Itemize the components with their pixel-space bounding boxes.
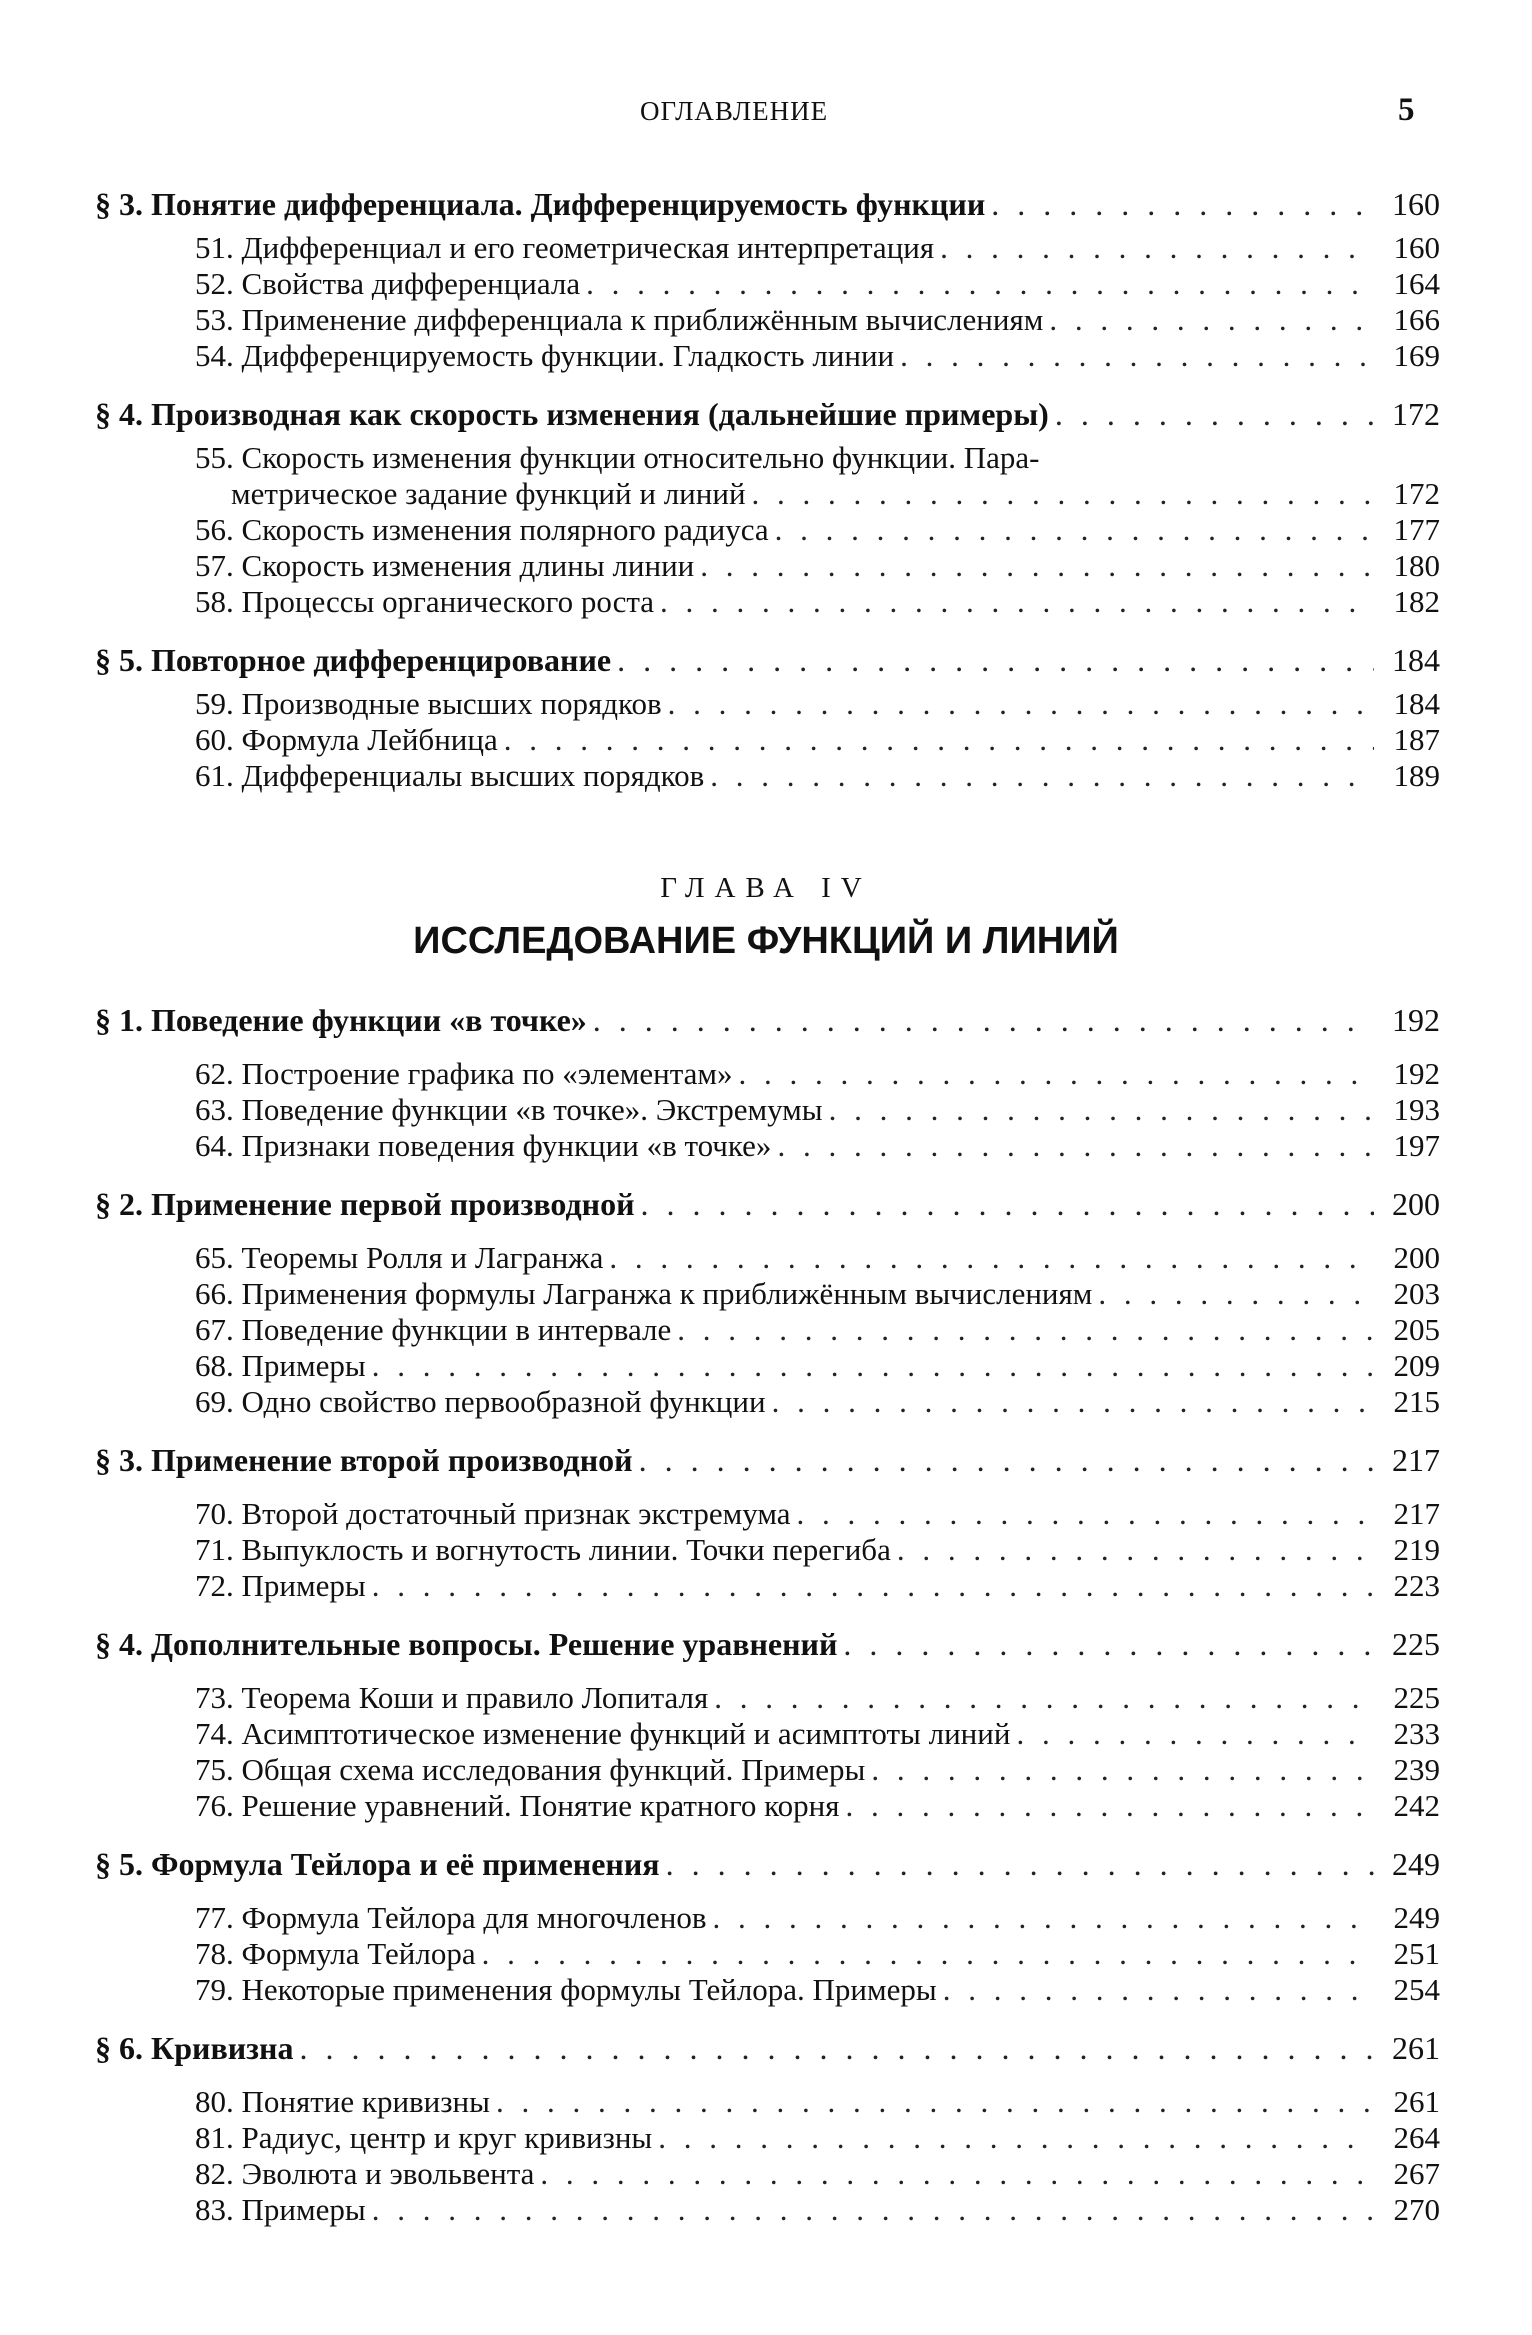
toc-item-text: 61. Дифференциалы высших порядков bbox=[195, 758, 705, 793]
toc-section-heading-text: § 1. Поведение функции «в точке» bbox=[95, 1002, 587, 1038]
toc-item-page: 251 bbox=[1393, 1936, 1440, 1971]
toc-item[interactable] bbox=[95, 758, 1440, 794]
dot-leader bbox=[871, 1752, 1374, 1788]
toc-item[interactable] bbox=[95, 2120, 1440, 2156]
toc-chapter-block bbox=[95, 994, 1440, 2228]
dot-leader bbox=[943, 1972, 1374, 2008]
toc-item[interactable] bbox=[95, 1384, 1440, 1420]
dot-leader bbox=[843, 1618, 1374, 1670]
toc-item-text: 64. Признаки поведения функции «в точке» bbox=[195, 1128, 772, 1163]
dot-leader bbox=[639, 1434, 1374, 1486]
toc-item-text: 71. Выпуклость и вогнутость линии. Точки перегиба bbox=[195, 1532, 891, 1567]
toc-item-page: 177 bbox=[1393, 512, 1440, 547]
toc-item[interactable] bbox=[95, 1240, 1440, 1276]
toc-item-page: 223 bbox=[1393, 1568, 1440, 1603]
dot-leader bbox=[372, 1568, 1374, 1604]
toc-item-page: 164 bbox=[1393, 266, 1440, 301]
toc-item-page: 166 bbox=[1393, 302, 1440, 337]
running-head: ОГЛАВЛЕНИЕ bbox=[640, 96, 829, 126]
toc-section-heading[interactable] bbox=[95, 634, 1440, 686]
dot-leader bbox=[641, 1178, 1374, 1230]
toc-item[interactable] bbox=[95, 338, 1440, 374]
toc-item[interactable] bbox=[95, 722, 1440, 758]
dot-leader bbox=[660, 584, 1374, 620]
toc-item[interactable] bbox=[95, 2192, 1440, 2228]
toc-item-text: 56. Скорость изменения полярного радиуса bbox=[195, 512, 769, 547]
section-spacer bbox=[95, 1604, 1440, 1618]
toc-item[interactable] bbox=[95, 686, 1440, 722]
toc-section-heading-page: 200 bbox=[1392, 1186, 1440, 1222]
toc-item-text: 60. Формула Лейбница bbox=[195, 722, 498, 757]
toc-item-text: 53. Применение дифференциала к приближённым вычислениям bbox=[195, 302, 1044, 337]
toc-item[interactable] bbox=[95, 1752, 1440, 1788]
toc-section-heading-page: 160 bbox=[1392, 186, 1440, 222]
toc-item[interactable] bbox=[95, 1788, 1440, 1824]
toc-section-heading-page: 192 bbox=[1392, 1002, 1440, 1038]
toc-item-page: 187 bbox=[1393, 722, 1440, 757]
dot-leader bbox=[482, 1936, 1374, 1972]
toc-item-text: 79. Некоторые применения формулы Тейлора. Примеры bbox=[195, 1972, 937, 2007]
toc-item[interactable] bbox=[95, 1716, 1440, 1752]
dot-leader bbox=[777, 1128, 1374, 1164]
dot-leader bbox=[617, 634, 1374, 686]
dot-leader bbox=[940, 230, 1374, 266]
dot-leader bbox=[496, 2084, 1374, 2120]
toc-item[interactable] bbox=[95, 584, 1440, 620]
toc-item-page: 270 bbox=[1393, 2192, 1440, 2227]
toc-section-heading-page: 217 bbox=[1392, 1442, 1440, 1478]
toc-item-text: 81. Радиус, центр и круг кривизны bbox=[195, 2120, 653, 2155]
toc-item[interactable] bbox=[95, 548, 1440, 584]
section-spacer bbox=[95, 620, 1440, 634]
chapter-label: ГЛАВА IV bbox=[660, 872, 872, 904]
toc-item-page: 264 bbox=[1393, 2120, 1440, 2155]
toc-item[interactable] bbox=[95, 1568, 1440, 1604]
section-spacer bbox=[95, 1824, 1440, 1838]
dot-leader bbox=[504, 722, 1374, 758]
toc-item[interactable] bbox=[95, 1680, 1440, 1716]
toc-section-heading-page: 261 bbox=[1392, 2030, 1440, 2066]
toc-item-text: метрическое задание функций и линий bbox=[231, 476, 746, 511]
dot-leader bbox=[897, 1532, 1374, 1568]
toc-item[interactable] bbox=[95, 512, 1440, 548]
dot-leader bbox=[1098, 1276, 1374, 1312]
toc-item[interactable] bbox=[95, 1092, 1440, 1128]
toc-top-block bbox=[95, 178, 1440, 794]
toc-item-text: 54. Дифференцируемость функции. Гладкость линии bbox=[195, 338, 895, 373]
toc-item-page: 233 bbox=[1393, 1716, 1440, 1751]
toc-item[interactable] bbox=[95, 1312, 1440, 1348]
dot-leader bbox=[772, 1384, 1374, 1420]
dot-leader bbox=[900, 338, 1374, 374]
toc-item-page: 217 bbox=[1393, 1496, 1440, 1531]
toc-item-page: 172 bbox=[1393, 476, 1440, 511]
toc-item-page: 189 bbox=[1393, 758, 1440, 793]
toc-item[interactable] bbox=[95, 230, 1440, 266]
dot-leader bbox=[991, 178, 1374, 230]
toc-section-heading[interactable] bbox=[95, 1434, 1440, 1486]
toc-section-heading[interactable] bbox=[95, 1178, 1440, 1230]
toc-item-page: 193 bbox=[1393, 1092, 1440, 1127]
toc-section-heading-text: § 3. Применение второй производной bbox=[95, 1442, 633, 1478]
toc-item-page: 203 bbox=[1393, 1276, 1440, 1311]
toc-section-heading-text: § 2. Применение первой производной bbox=[95, 1186, 635, 1222]
toc-item-text: 73. Теорема Коши и правило Лопиталя bbox=[195, 1680, 709, 1715]
toc-item-page: 184 bbox=[1393, 686, 1440, 721]
toc-item-text: 72. Примеры bbox=[195, 1568, 366, 1603]
dot-leader bbox=[713, 1900, 1375, 1936]
dot-leader bbox=[609, 1240, 1374, 1276]
toc-item-text: 76. Решение уравнений. Понятие кратного корня bbox=[195, 1788, 840, 1823]
dot-leader bbox=[299, 2022, 1374, 2074]
toc-item-page: 261 bbox=[1393, 2084, 1440, 2119]
dot-leader bbox=[658, 2120, 1374, 2156]
section-spacer bbox=[95, 2008, 1440, 2022]
dot-leader bbox=[540, 2156, 1374, 2192]
toc-item-page: 169 bbox=[1393, 338, 1440, 373]
toc-item-page: 200 bbox=[1393, 1240, 1440, 1275]
toc-item-page: 254 bbox=[1393, 1972, 1440, 2007]
toc-item-text: 69. Одно свойство первообразной функции bbox=[195, 1384, 766, 1419]
toc-item[interactable] bbox=[95, 1056, 1440, 1092]
toc-item-page: 180 bbox=[1393, 548, 1440, 583]
toc-section-heading-text: § 4. Дополнительные вопросы. Решение уравнений bbox=[95, 1626, 838, 1662]
dot-leader bbox=[1049, 302, 1374, 338]
toc-item-page: 160 bbox=[1393, 230, 1440, 265]
toc-section-heading-text: § 4. Производная как скорость изменения (дальнейшие примеры) bbox=[95, 396, 1049, 432]
dot-leader bbox=[1055, 388, 1374, 440]
toc-item[interactable] bbox=[95, 1900, 1440, 1936]
toc-section-heading[interactable] bbox=[95, 1618, 1440, 1670]
toc-item[interactable] bbox=[95, 1128, 1440, 1164]
toc-item-page: 192 bbox=[1393, 1056, 1440, 1091]
toc-item-text: 77. Формула Тейлора для многочленов bbox=[195, 1900, 707, 1935]
toc-section-heading-text: § 5. Повторное дифференцирование bbox=[95, 642, 612, 678]
toc-item-text: 80. Понятие кривизны bbox=[195, 2084, 490, 2119]
toc-item-text: 70. Второй достаточный признак экстремума bbox=[195, 1496, 791, 1531]
toc-item[interactable] bbox=[95, 1936, 1440, 1972]
dot-leader bbox=[846, 1788, 1375, 1824]
toc-item-page: 219 bbox=[1393, 1532, 1440, 1567]
dot-leader bbox=[372, 2192, 1374, 2228]
toc-section-heading[interactable] bbox=[95, 388, 1440, 440]
dot-leader bbox=[775, 512, 1374, 548]
toc-section-heading[interactable] bbox=[95, 994, 1440, 1046]
section-spacer bbox=[95, 374, 1440, 388]
toc-section-heading-page: 172 bbox=[1392, 396, 1440, 432]
toc-item-text: 52. Свойства дифференциала bbox=[195, 266, 581, 301]
toc-item-text: 66. Применения формулы Лагранжа к приближённым вычислениям bbox=[195, 1276, 1093, 1311]
toc-item[interactable] bbox=[95, 2084, 1440, 2120]
toc-item-text: 63. Поведение функции «в точке». Экстремумы bbox=[195, 1092, 823, 1127]
toc-item-text: 51. Дифференциал и его геометрическая интерпретация bbox=[195, 230, 935, 265]
toc-item-page: 242 bbox=[1393, 1788, 1440, 1823]
toc-item[interactable] bbox=[95, 1276, 1440, 1312]
toc-item[interactable] bbox=[95, 476, 1440, 512]
toc-section-heading-page: 184 bbox=[1392, 642, 1440, 678]
dot-leader bbox=[710, 758, 1374, 794]
dot-leader bbox=[829, 1092, 1374, 1128]
toc-item-text: 67. Поведение функции в интервале bbox=[195, 1312, 672, 1347]
toc-section-heading-page: 225 bbox=[1392, 1626, 1440, 1662]
toc-item-text: 57. Скорость изменения длины линии bbox=[195, 548, 695, 583]
dot-leader bbox=[372, 1348, 1374, 1384]
section-spacer bbox=[95, 1420, 1440, 1434]
toc-item-page: 249 bbox=[1393, 1900, 1440, 1935]
toc-item[interactable] bbox=[95, 1496, 1440, 1532]
toc-section-heading-text: § 3. Понятие дифференциала. Дифференцируемость функции bbox=[95, 186, 986, 222]
toc-section-heading-text: § 5. Формула Тейлора и её применения bbox=[95, 1846, 660, 1882]
toc-item-text: 83. Примеры bbox=[195, 2192, 366, 2227]
toc-item[interactable] bbox=[95, 1532, 1440, 1568]
toc-item-text: 65. Теоремы Ролля и Лагранжа bbox=[195, 1240, 604, 1275]
toc-item-page: 239 bbox=[1393, 1752, 1440, 1787]
toc-item-text: 59. Производные высших порядков bbox=[195, 686, 662, 721]
dot-leader bbox=[593, 994, 1374, 1046]
toc-item-line1[interactable]: 55. Скорость изменения функции относительно функции. Пара- bbox=[195, 440, 1040, 475]
dot-leader bbox=[739, 1056, 1374, 1092]
dot-leader bbox=[797, 1496, 1374, 1532]
dot-leader bbox=[668, 686, 1374, 722]
toc-item-page: 215 bbox=[1393, 1384, 1440, 1419]
page-number: 5 bbox=[1398, 92, 1415, 128]
toc-section-heading-page: 249 bbox=[1392, 1846, 1440, 1882]
toc-item[interactable] bbox=[95, 1348, 1440, 1384]
toc-section-heading[interactable] bbox=[95, 2022, 1440, 2074]
dot-leader bbox=[586, 266, 1374, 302]
chapter-title: ИССЛЕДОВАНИЕ ФУНКЦИЙ И ЛИНИЙ bbox=[413, 920, 1119, 962]
toc-item-text: 68. Примеры bbox=[195, 1348, 366, 1383]
toc-item-page: 182 bbox=[1393, 584, 1440, 619]
section-spacer bbox=[95, 1164, 1440, 1178]
toc-section-heading[interactable] bbox=[95, 1838, 1440, 1890]
toc-item-page: 205 bbox=[1393, 1312, 1440, 1347]
toc-item-text: 58. Процессы органического роста bbox=[195, 584, 655, 619]
toc-section-heading[interactable] bbox=[95, 178, 1440, 230]
toc-section-heading-text: § 6. Кривизна bbox=[95, 2030, 294, 2066]
dot-leader bbox=[666, 1838, 1374, 1890]
toc-item[interactable] bbox=[95, 2156, 1440, 2192]
toc-item-text: 74. Асимптотическое изменение функций и асимптоты линий bbox=[195, 1716, 1011, 1751]
dot-leader bbox=[700, 548, 1374, 584]
dot-leader bbox=[677, 1312, 1374, 1348]
toc-item-page: 209 bbox=[1393, 1348, 1440, 1383]
toc-item[interactable] bbox=[95, 266, 1440, 302]
toc-item-text: 82. Эволюта и эвольвента bbox=[195, 2156, 535, 2191]
toc-item[interactable] bbox=[95, 1972, 1440, 2008]
toc-item-page: 225 bbox=[1393, 1680, 1440, 1715]
toc-item-text: 78. Формула Тейлора bbox=[195, 1936, 476, 1971]
dot-leader bbox=[752, 476, 1374, 512]
toc-item-page: 197 bbox=[1393, 1128, 1440, 1163]
dot-leader bbox=[714, 1680, 1374, 1716]
dot-leader bbox=[1016, 1716, 1374, 1752]
toc-item-page: 267 bbox=[1393, 2156, 1440, 2191]
toc-item-text: 75. Общая схема исследования функций. Примеры bbox=[195, 1752, 866, 1787]
toc-item[interactable] bbox=[95, 302, 1440, 338]
toc-item-text: 62. Построение графика по «элементам» bbox=[195, 1056, 733, 1091]
